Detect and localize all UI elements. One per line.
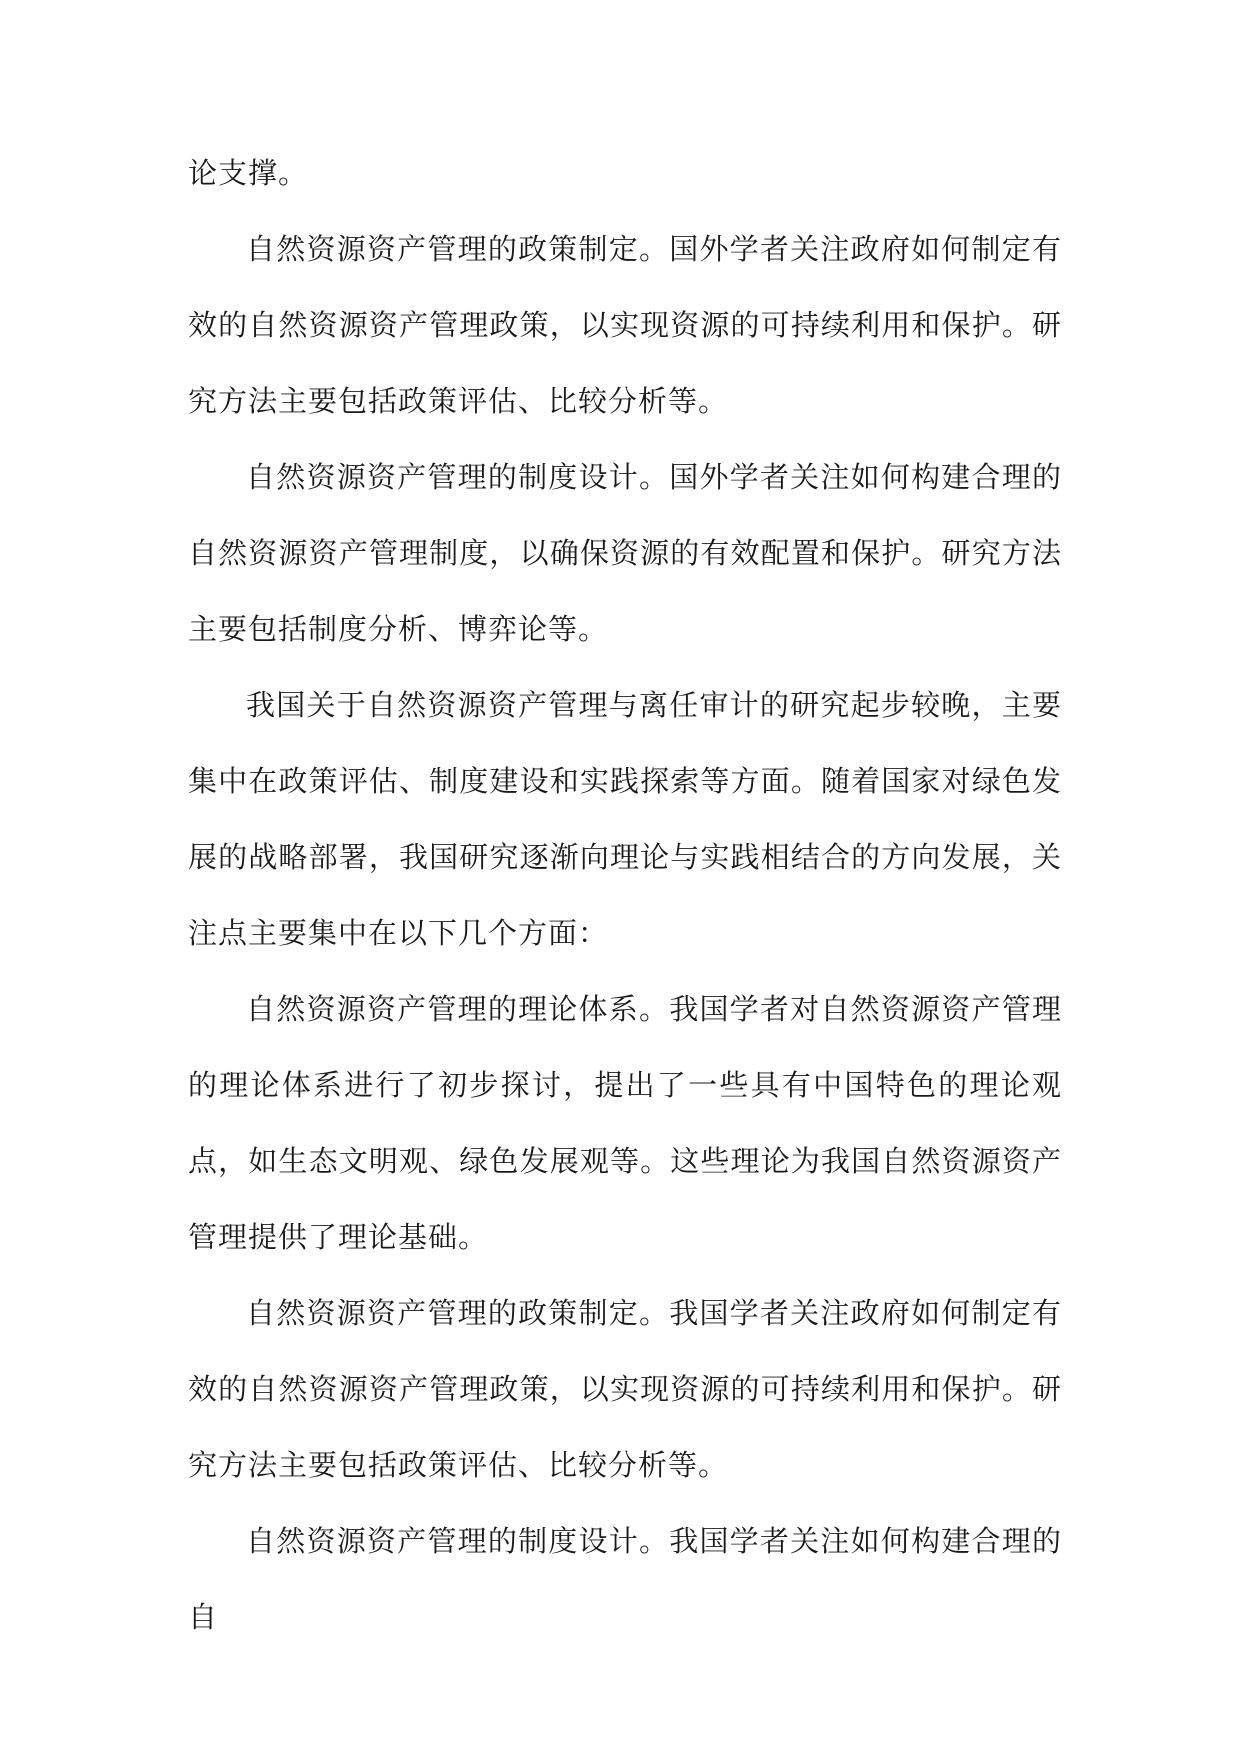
paragraph-2: 自然资源资产管理的政策制定。国外学者关注政府如何制定有效的自然资源资产管理政策，以实现资源的可持续利用和保护。研究方法主要包括政策评估、比较分析等。	[188, 232, 1062, 418]
paragraph-3: 自然资源资产管理的制度设计。国外学者关注如何构建合理的自然资源资产管理制度，以确保资源的有效配置和保护。研究方法主要包括制度分析、博弈论等。	[188, 460, 1062, 646]
paragraph-7: 自然资源资产管理的制度设计。我国学者关注如何构建合理的自	[188, 1524, 1062, 1634]
paragraph-4: 我国关于自然资源资产管理与离任审计的研究起步较晚，主要集中在政策评估、制度建设和实践探索等方面。随着国家对绿色发展的战略部署，我国研究逐渐向理论与实践相结合的方向发展，关注点主要集中在以下几个方面：	[188, 688, 1062, 950]
paragraph-1: 论支撑。	[188, 156, 309, 190]
paragraph-6: 自然资源资产管理的政策制定。我国学者关注政府如何制定有效的自然资源资产管理政策，以实现资源的可持续利用和保护。研究方法主要包括政策评估、比较分析等。	[188, 1296, 1062, 1482]
paragraph-5: 自然资源资产管理的理论体系。我国学者对自然资源资产管理的理论体系进行了初步探讨，提出了一些具有中国特色的理论观点，如生态文明观、绿色发展观等。这些理论为我国自然资源资产管理提供了理论基础。	[188, 992, 1062, 1254]
body-text	[188, 135, 1062, 1655]
